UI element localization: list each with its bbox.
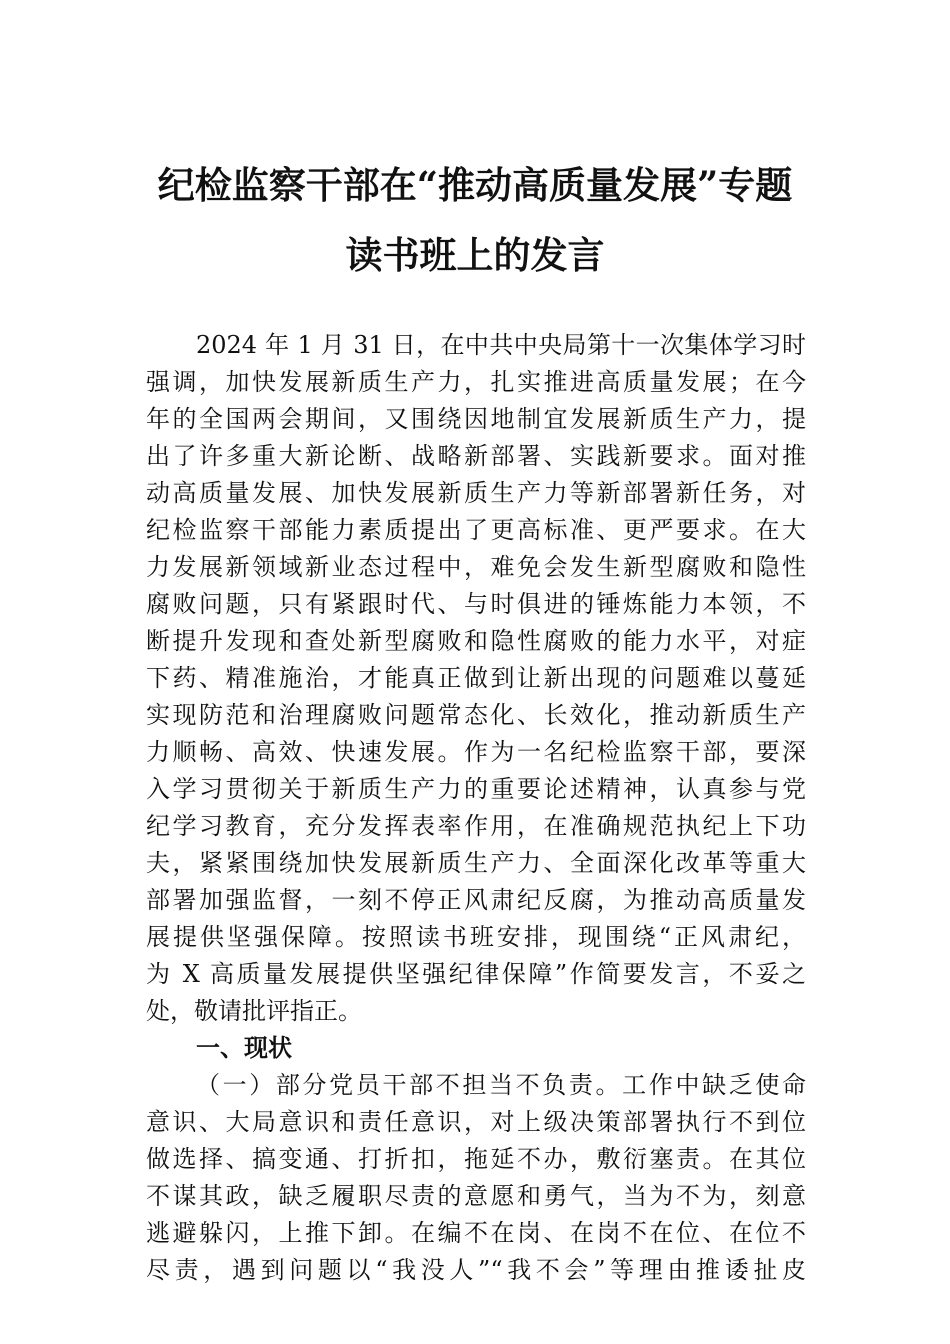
paragraph-1-line: 2024 年 1 月 31 日，在中共中央局第十一次集体学习时 — [196, 331, 806, 359]
paragraph-1-line: 部署加强监督，一刻不停正风肃纪反腐，为推动高质量发 — [146, 886, 806, 914]
paragraph-2-line: 做选择、搞变通、打折扣，拖延不办，敷衍塞责。在其位 — [146, 1145, 806, 1173]
paragraph-2-line: 逃避躲闪，上推下卸。在编不在岗、在岗不在位、在位不 — [146, 1219, 806, 1247]
paragraph-1-line: 强调，加快发展新质生产力，扎实推进高质量发展；在今 — [146, 368, 806, 396]
paragraph-1-line: 下药、精准施治，才能真正做到让新出现的问题难以蔓延 — [146, 664, 806, 692]
paragraph-1-line: 力顺畅、高效、快速发展。作为一名纪检监察干部，要深 — [146, 738, 806, 766]
paragraph-1-line: 夫，紧紧围绕加快发展新质生产力、全面深化改革等重大 — [146, 849, 806, 877]
paragraph-1-line: 断提升发现和查处新型腐败和隐性腐败的能力水平，对症 — [146, 627, 806, 655]
paragraph-2-line: 尽责，遇到问题以“我没人”“我不会”等理由推诿扯皮 — [146, 1256, 806, 1284]
paragraph-1-line: 纪检监察干部能力素质提出了更高标准、更严要求。在大 — [146, 516, 806, 544]
paragraph-1-line: 动高质量发展、加快发展新质生产力等新部署新任务，对 — [146, 479, 806, 507]
paragraph-1-line: 处，敬请批评指正。 — [146, 997, 362, 1025]
paragraph-1-line: 实现防范和治理腐败问题常态化、长效化，推动新质生产 — [146, 701, 806, 729]
paragraph-1-line: 纪学习教育，充分发挥表率作用，在准确规范执纪上下功 — [146, 812, 806, 840]
paragraph-2-line: 不谋其政，缺乏履职尽责的意愿和勇气，当为不为，刻意 — [146, 1182, 806, 1210]
document-title-line-1: 纪检监察干部在“推动高质量发展”专题 — [157, 163, 793, 207]
paragraph-1-line: 展提供坚强保障。按照读书班安排，现围绕“正风肃纪， — [146, 923, 806, 951]
paragraph-1-line: 出了许多重大新论断、战略新部署、实践新要求。面对推 — [146, 442, 806, 470]
paragraph-1-line: 入学习贯彻关于新质生产力的重要论述精神，认真参与党 — [146, 775, 806, 803]
section-heading: 一、现状 — [196, 1034, 292, 1062]
paragraph-1-line: 腐败问题，只有紧跟时代、与时俱进的锤炼能力本领，不 — [146, 590, 806, 618]
document-title-line-2: 读书班上的发言 — [345, 233, 605, 277]
paragraph-2-line: （一）部分党员干部不担当不负责。工作中缺乏使命 — [196, 1071, 806, 1099]
paragraph-1-line: 年的全国两会期间，又围绕因地制宜发展新质生产力，提 — [146, 405, 806, 433]
paragraph-1-line: 力发展新领域新业态过程中，难免会发生新型腐败和隐性 — [146, 553, 806, 581]
paragraph-1-line: 为 X 高质量发展提供坚强纪律保障”作简要发言，不妥之 — [146, 960, 806, 988]
paragraph-2-line: 意识、大局意识和责任意识，对上级决策部署执行不到位 — [146, 1108, 806, 1136]
